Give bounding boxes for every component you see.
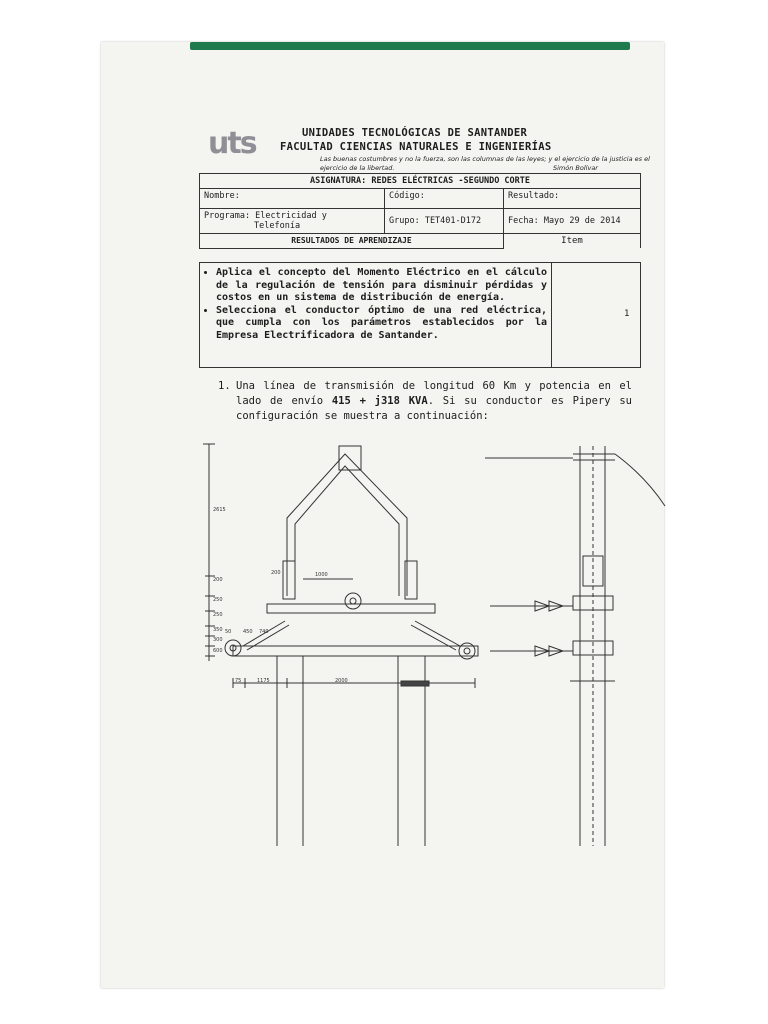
dim-450: 450 <box>243 629 253 635</box>
exam-info-table <box>199 173 641 249</box>
outcome-2: • Selecciona el conductor óptimo de una red eléctrica, que cumpla con los parámetros establecidos por la Empresa Electrificadora de Santander. <box>216 305 547 343</box>
outcomes-list <box>204 267 547 342</box>
group-cell: Grupo: TET401-D172 <box>385 209 504 234</box>
date-cell: Fecha: Mayo 29 de 2014 <box>504 209 641 234</box>
dim-250b: 250 <box>213 612 223 618</box>
tower-configuration-drawing <box>195 436 675 856</box>
dim-740: 740 <box>259 629 269 635</box>
faculty-title: FACULTAD CIENCIAS NATURALES E INGENIERÍAS <box>280 141 552 153</box>
program-cell <box>200 209 385 234</box>
dim-75: 75 <box>235 678 242 684</box>
question-text-a: Una línea de transmisión de longitud 60 Km y potencia en el lado de envío <box>236 380 632 407</box>
name-cell: Nombre: <box>200 189 385 209</box>
item-header: Item <box>504 234 641 249</box>
dim-600: 600 <box>213 648 223 654</box>
outcomes-list-cell <box>200 263 552 367</box>
program-line2: Telefonía <box>254 221 301 231</box>
subject-cell: ASIGNATURA: REDES ELÉCTRICAS -SEGUNDO CORTE <box>200 174 641 189</box>
motto-line-1: Las buenas costumbres y no la fuerza, son las columnas de las leyes; y el ejercicio de la justicia es el <box>320 155 650 163</box>
uts-logo: uts <box>208 126 256 161</box>
outcomes-title: RESULTADOS DE APRENDIZAJE <box>200 234 504 249</box>
dim-200b: 200 <box>271 570 281 576</box>
question-power: 415 + j318 KVA <box>331 395 428 407</box>
question-1 <box>218 379 632 424</box>
question-number: 1. <box>218 380 231 392</box>
question-text <box>236 379 632 424</box>
outcome-1: • Aplica el concepto del Momento Eléctrico en el cálculo de la regulación de tensión para disminuir pérdidas y costos en un sistema de distribución de energía. <box>216 267 547 305</box>
motto-line-2: ejercicio de la libertad. <box>320 164 395 172</box>
dim-1175: 1175 <box>257 678 270 684</box>
item-number: 1 <box>624 309 630 319</box>
dim-2615: 2615 <box>213 507 226 513</box>
program-label: Programa: Electricidad y <box>204 211 327 221</box>
motto-author: Simón Bolívar <box>553 164 598 172</box>
code-cell: Código: <box>385 189 504 209</box>
dim-200a: 200 <box>213 577 223 583</box>
learning-outcomes-box <box>199 262 641 368</box>
institution-title: UNIDADES TECNOLÓGICAS DE SANTANDER <box>302 127 528 139</box>
dim-1000: 1000 <box>315 572 328 578</box>
dim-2000: 2000 <box>335 678 348 684</box>
dim-300: 300 <box>213 637 223 643</box>
dim-50: 50 <box>225 629 232 635</box>
item-cell <box>552 263 640 367</box>
dim-350: 350 <box>213 627 223 633</box>
dim-250a: 250 <box>213 597 223 603</box>
side-view-pole <box>580 446 605 846</box>
green-folder-edge <box>190 42 630 50</box>
result-cell: Resultado: <box>504 189 641 209</box>
question-text-b: . Si su conductor es Pipery su configuración se muestra a continuación: <box>236 395 632 422</box>
left-pole <box>277 656 303 846</box>
